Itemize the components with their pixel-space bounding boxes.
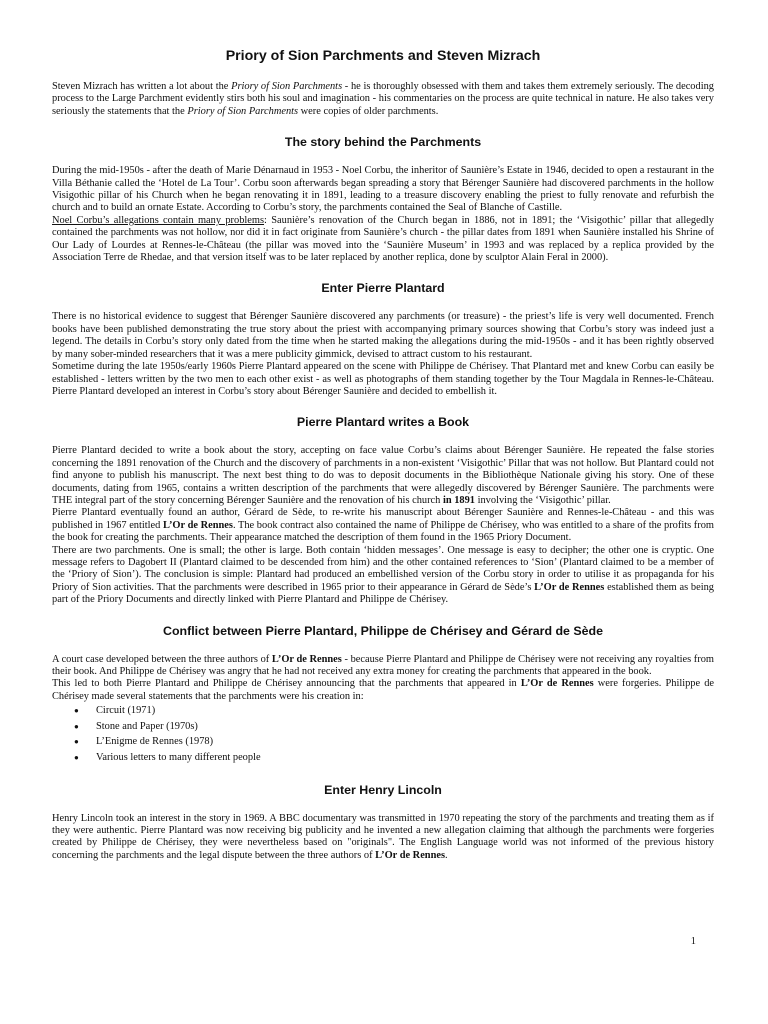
list-item: ● Various letters to many different people [52,750,714,766]
underlined-phrase: Noel Corbu’s allegations contain many problems [52,214,265,226]
document-body [52,48,714,862]
intro-paragraph: Steven Mizrach has written a lot about the Priory of Sion Parchments - he is thoroughly obsessed with them and takes them extremely seriously. The decoding process to the Large Parchment evidently stirs both his soul and imagination - his commentaries on the process are quite technical in nature. He also takes very seriously the statements that the Priory of Sion Parchments were copies of older parchments. [52,81,714,117]
italic-term: Priory of Sion Parchments [231,81,343,92]
section-heading-conflict: Conflict between Pierre Plantard, Philippe de Chérisey and Gérard de Sède [163,623,603,638]
story-paragraph-2: Noel Corbu’s allegations contain many problems: Saunière’s renovation of the Church began in 1886, not in 1891; the ‘Visigothic’ pillar that allegedly contained the parchments was not hollow, nor did it in fact originate from Saunière’s church - the pillar dates from 1891 when Saunière installed his Shrine of Our Lady of Lourdes at Rennes-le-Château (the pillar was moved into the ‘Saunière Museum’ in 1993 and was replaced by a replica provided by the Association Terre de Rhedae, and that version itself was to be later replaced by another replica, done by sculptor Alain Feral in 2000). [52,214,714,264]
section-heading-lincoln: Enter Henry Lincoln [324,782,442,797]
plantard-paragraph-1: There is no historical evidence to suggest that Bérenger Saunière discovered any parchments (or treasure) - the priest’s life is very well documented. French books have been published demonstrating the true story about the priest with accompanying primary sources showing that Corbu’s story was indeed just a legend. The details in Corbu’s story only dated from the time when he started making the allegations during the mid-1950s - and it has been rightly observed by many sober-minded researchers that it was a mere publicity gimmick, devised to attract custom to his restaurant. [52,311,714,360]
page-number: 1 [690,936,696,947]
list-item: ● Stone and Paper (1970s) [52,719,714,735]
book-paragraph-1: Pierre Plantard decided to write a book about the story, accepting on face value Corbu’s claims about Bérenger Saunière. He repeated the false stories concerning the 1891 renovation of the Church and the discovery of parchments in a non-existent ‘Visigothic’ Pillar that was not hollow. But Plantard could not find anyone to publish his manuscript. The next best thing to do was to deposit documents in the Bibliothèque Nationale giving his story. One of these documents, dating from 1965, contains a written description of the parchments that were allegedly discovered by Bérenger Saunière. The parchments were THE integral part of the story concerning Bérenger Saunière and the renovation of his church in 1891 involving the ‘Visigothic’ pillar. [52,445,714,506]
section-heading-enter-plantard: Enter Pierre Plantard [321,281,445,296]
italic-term: Priory of Sion Parchments [187,105,299,117]
bold-phrase: in 1891 [442,494,475,506]
section-heading-story: The story behind the Parchments [284,135,482,150]
creation-list [52,703,714,765]
list-item: ● Circuit (1971) [52,703,714,719]
section-heading-book: Pierre Plantard writes a Book [296,415,470,430]
book-title-bold: L’Or de Rennes [271,653,342,665]
lincoln-paragraph-1: Henry Lincoln took an interest in the story in 1969. A BBC documentary was transmitted in 1970 repeating the story of the parchments and treating them as if they were authentic. Pierre Plantard was now receiving big publicity and he invented a new allegation claiming that although the parchments were forgeries created by Philippe de Chérisey, they were nevertheless based on "originals". The English Language world was not informed of the previous history concerning the parchments and the legal dispute between the three authors of L’Or de Rennes. [52,812,714,861]
book-paragraph-2: Pierre Plantard eventually found an author, Gérard de Sède, to re-write his manuscript about Bérenger Saunière and Rennes-le-Château - and this was published in 1967 entitled L’Or de Rennes. The book contract also contained the name of Philippe de Chérisey, who was entitled to a share of the profits from the book for creating the parchments. Their appearance matched the description of them found in the 1965 Priory Document. [52,507,714,544]
book-title-bold: L’Or de Rennes [520,678,594,690]
book-title-bold: L’Or de Rennes [534,581,605,593]
list-item: ● L’Enigme de Rennes (1978) [52,734,714,750]
conflict-paragraph-1: A court case developed between the three authors of L’Or de Rennes - because Pierre Plantard and Philippe de Chérisey were not receiving any royalties from their book. And Philippe de Chérisey was angry that he had not received any extra money for creating the parchments that appeared in the book. [52,653,714,677]
book-title-bold: L’Or de Rennes [375,849,446,861]
page-title: Priory of Sion Parchments and Steven Mizrach [225,48,541,64]
book-title-bold: L’Or de Rennes [163,519,233,531]
story-paragraph-1: During the mid-1950s - after the death of Marie Dénarnaud in 1953 - Noel Corbu, the inheritor of Saunière’s Estate in 1946, decided to open a restaurant in the Villa Béthanie called the ‘Hotel de La Tour’. Corbu soon afterwards began spreading a story that Bérenger Saunière had discovered parchments in the hollow Visigothic pillar of his Church when he began renovating it in 1891, leading to a treasure discovery enabling the priest to fully renovate and refurbish the church and to build an ornate Estate. According to Corbu’s story, the parchments contained the Seal of Blanche of Castille. [52,165,714,214]
conflict-paragraph-2: This led to both Pierre Plantard and Philippe de Chérisey announcing that the parchments that appeared in L’Or de Rennes were forgeries. Philippe de Chérisey made several statements that the parchments were his creation in: [52,678,715,702]
book-paragraph-3: There are two parchments. One is small; the other is large. Both contain ‘hidden messages’. One message is easy to decipher; the other one is cryptic. One message refers to Dagobert II (Plantard claimed to be descended from him) and the other contained references to ‘Sion’ (Plantard claimed to be a member of the ‘Priory of Sion’). The conclusion is simple: Plantard had produced an embellished version of the Corbu story in order to utilise it as propaganda for his Priory of Sion activities. That the parchments were described in 1965 prior to their appearance in Gérard de Sède’s L’Or de Rennes established them as being part of the Priory Documents and directly linked with Pierre Plantard and Philippe de Chérisey. [52,544,714,606]
plantard-paragraph-2: Sometime during the late 1950s/early 1960s Pierre Plantard appeared on the scene with Philippe de Chérisey. That Plantard met and knew Corbu can easily be established - letters written by the two men to each other exist - as well as photographs of them standing together by the Tour Magdala in Rennes-le-Château. Pierre Plantard developed an interest in Corbu’s story about Bérenger Saunière and decided to embellish it. [52,361,714,397]
